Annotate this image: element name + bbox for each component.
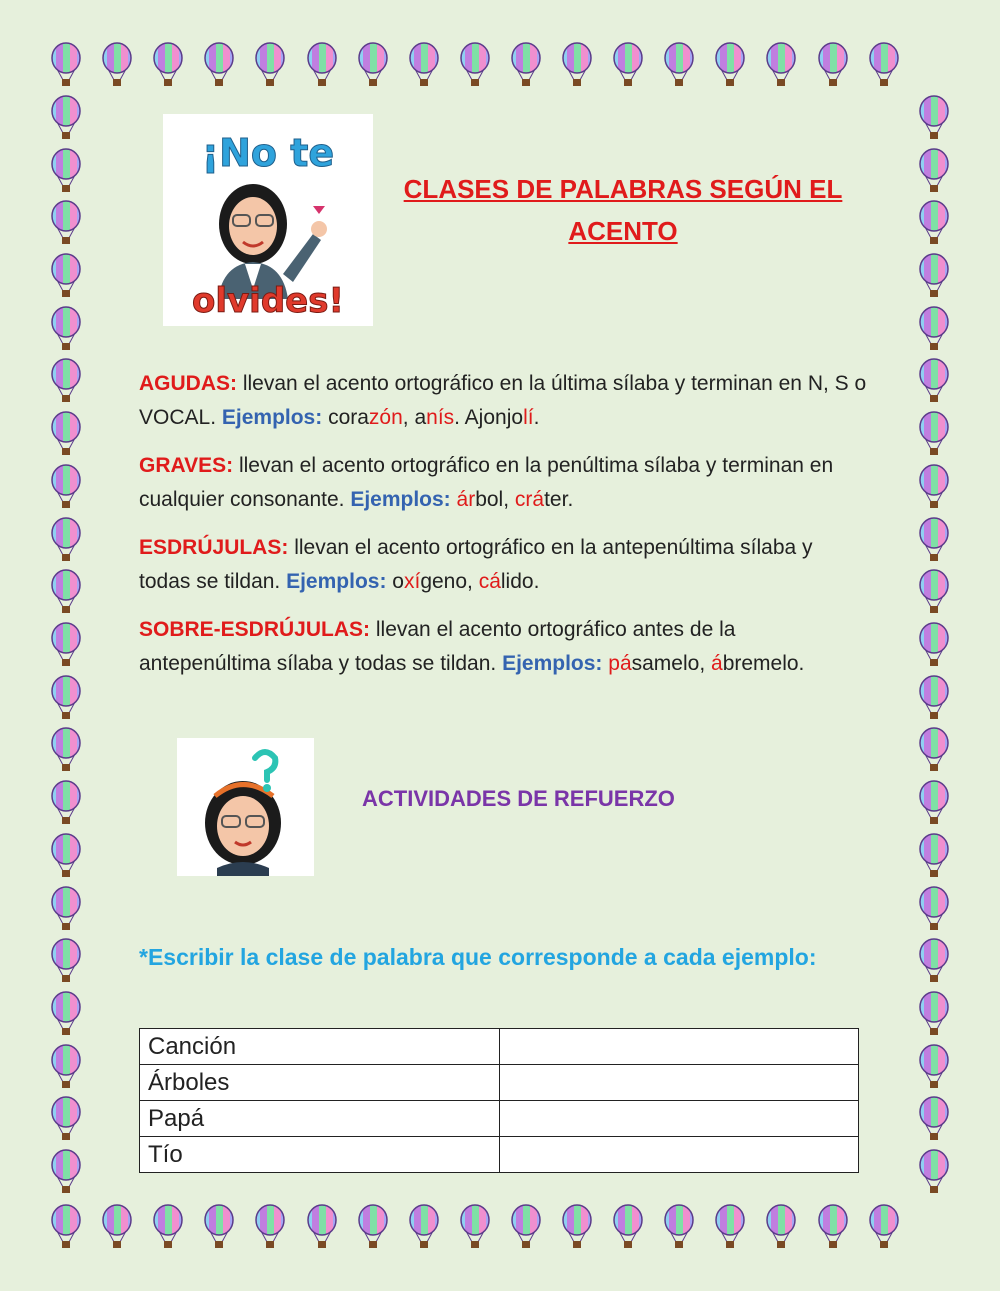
balloon-icon	[610, 1204, 646, 1250]
example-stressed-syllable: pá	[608, 652, 632, 675]
balloon-icon	[559, 1204, 595, 1250]
definition-esdrujulas	[139, 531, 869, 599]
examples-label: Ejemplos:	[286, 570, 387, 593]
balloon-icon	[916, 675, 952, 721]
balloon-icon	[48, 1044, 84, 1090]
definition-text: llevan el acento ortográfico en la última sílaba y terminan en N, S o VOCAL.	[139, 372, 867, 429]
definition-text: llevan el acento ortográfico en la antepenúltima sílaba y todas se tildan.	[139, 536, 813, 593]
example-word-part: Ajonjo	[464, 406, 524, 429]
balloon-icon	[48, 886, 84, 932]
balloon-icon	[866, 42, 902, 88]
balloon-icon	[150, 42, 186, 88]
balloon-icon	[916, 991, 952, 1037]
balloon-icon	[48, 358, 84, 404]
examples-label: Ejemplos:	[502, 652, 603, 675]
balloon-icon	[815, 42, 851, 88]
definition-label: GRAVES:	[139, 454, 234, 477]
example-word-part: .	[533, 406, 540, 429]
balloon-icon	[48, 675, 84, 721]
example-stressed-syllable: nís	[426, 406, 455, 429]
exercise-table	[139, 1028, 859, 1173]
balloon-icon	[252, 1204, 288, 1250]
definition-agudas	[139, 367, 869, 435]
examples-label: Ejemplos:	[350, 488, 451, 511]
answer-cell[interactable]	[499, 1137, 859, 1173]
balloon-icon	[508, 1204, 544, 1250]
definition-graves	[139, 449, 869, 517]
example-word-part: samelo,	[631, 652, 711, 675]
balloon-icon	[916, 306, 952, 352]
table-row	[140, 1029, 859, 1065]
balloon-icon	[763, 1204, 799, 1250]
example-word-part: .	[454, 406, 465, 429]
table-row	[140, 1065, 859, 1101]
example-stressed-syllable: crá	[514, 488, 545, 511]
answer-cell[interactable]	[499, 1101, 859, 1137]
example-stressed-syllable: cá	[478, 570, 501, 593]
balloon-icon	[916, 1044, 952, 1090]
example-word-part: ,	[402, 406, 415, 429]
balloon-icon	[916, 569, 952, 615]
balloon-icon	[406, 42, 442, 88]
example-word-part: bremelo.	[722, 652, 805, 675]
example-word-part: lido.	[500, 570, 540, 593]
definition-label: ESDRÚJULAS:	[139, 536, 289, 559]
exercise-instruction: *Escribir la clase de palabra que corresponde a cada ejemplo:	[139, 944, 817, 970]
sticker-line2: olvides!	[192, 281, 344, 321]
definition-text: llevan el acento ortográfico en la penúltima sílaba y terminan en cualquier consonante.	[139, 454, 834, 511]
balloon-icon	[48, 464, 84, 510]
balloon-icon	[201, 1204, 237, 1250]
balloon-icon	[712, 1204, 748, 1250]
balloon-icon	[763, 42, 799, 88]
balloon-icon	[712, 42, 748, 88]
balloon-icon	[916, 938, 952, 984]
balloon-icon	[916, 253, 952, 299]
balloon-icon	[916, 622, 952, 668]
example-word-part: a	[414, 406, 427, 429]
thinking-avatar-image	[177, 738, 314, 876]
sticker-line1: ¡No te	[201, 131, 335, 175]
balloon-icon	[559, 42, 595, 88]
balloon-icon	[916, 1149, 952, 1195]
balloon-icon	[48, 1096, 84, 1142]
balloon-icon	[48, 727, 84, 773]
balloon-icon	[252, 42, 288, 88]
balloon-icon	[916, 727, 952, 773]
answer-cell[interactable]	[499, 1029, 859, 1065]
examples-label: Ejemplos:	[221, 406, 323, 429]
balloon-icon	[48, 833, 84, 879]
balloon-icon	[48, 780, 84, 826]
word-cell: Tío	[140, 1137, 500, 1173]
balloon-icon	[610, 42, 646, 88]
balloon-icon	[457, 42, 493, 88]
balloon-icon	[48, 938, 84, 984]
reminder-sticker-image	[163, 114, 373, 326]
balloon-icon	[48, 42, 84, 88]
example-word-part: ter.	[544, 488, 574, 511]
balloon-icon	[48, 411, 84, 457]
balloon-icon	[661, 42, 697, 88]
balloon-icon	[48, 253, 84, 299]
balloon-icon	[508, 42, 544, 88]
definition-sobreesdrujulas	[139, 613, 869, 681]
balloon-icon	[916, 148, 952, 194]
balloon-icon	[916, 517, 952, 563]
balloon-icon	[916, 833, 952, 879]
example-word-part: geno,	[420, 570, 479, 593]
balloon-icon	[48, 306, 84, 352]
example-word-part: bol,	[475, 488, 515, 511]
example-stressed-syllable: zón	[368, 406, 403, 429]
balloon-icon	[48, 200, 84, 246]
balloon-icon	[355, 1204, 391, 1250]
balloon-icon	[48, 517, 84, 563]
activities-title: ACTIVIDADES DE REFUERZO	[362, 786, 675, 811]
answer-cell[interactable]	[499, 1065, 859, 1101]
balloon-icon	[48, 991, 84, 1037]
balloon-icon	[916, 358, 952, 404]
balloon-icon	[99, 1204, 135, 1250]
balloon-icon	[406, 1204, 442, 1250]
example-stressed-syllable: ár	[456, 488, 476, 511]
balloon-icon	[916, 200, 952, 246]
balloon-icon	[916, 95, 952, 141]
definition-text: llevan el acento ortográfico antes de la antepenúltima sílaba y todas se tildan.	[139, 618, 736, 675]
balloon-icon	[355, 42, 391, 88]
balloon-icon	[48, 95, 84, 141]
balloon-icon	[304, 42, 340, 88]
word-cell: Canción	[140, 1029, 500, 1065]
example-stressed-syllable: lí	[523, 406, 534, 429]
balloon-icon	[48, 1204, 84, 1250]
balloon-icon	[661, 1204, 697, 1250]
balloon-icon	[48, 148, 84, 194]
example-word-part: cora	[322, 406, 369, 429]
page-title: CLASES DE PALABRAS SEGÚN EL ACENTO	[403, 174, 843, 246]
balloon-icon	[48, 622, 84, 668]
balloon-icon	[916, 1096, 952, 1142]
word-cell: Árboles	[140, 1065, 500, 1101]
balloon-icon	[815, 1204, 851, 1250]
example-stressed-syllable: á	[711, 652, 723, 675]
table-row	[140, 1137, 859, 1173]
balloon-icon	[48, 569, 84, 615]
example-stressed-syllable: xí	[403, 570, 421, 593]
balloon-icon	[99, 42, 135, 88]
balloon-icon	[48, 1149, 84, 1195]
balloon-icon	[150, 1204, 186, 1250]
balloon-icon	[916, 886, 952, 932]
table-row	[140, 1101, 859, 1137]
balloon-icon	[304, 1204, 340, 1250]
definition-label: AGUDAS:	[139, 372, 237, 395]
balloon-icon	[916, 780, 952, 826]
balloon-icon	[916, 411, 952, 457]
balloon-icon	[201, 42, 237, 88]
word-cell: Papá	[140, 1101, 500, 1137]
example-word-part: o	[386, 570, 404, 593]
balloon-icon	[457, 1204, 493, 1250]
definition-label: SOBRE-ESDRÚJULAS:	[139, 618, 371, 641]
balloon-icon	[866, 1204, 902, 1250]
balloon-icon	[916, 464, 952, 510]
